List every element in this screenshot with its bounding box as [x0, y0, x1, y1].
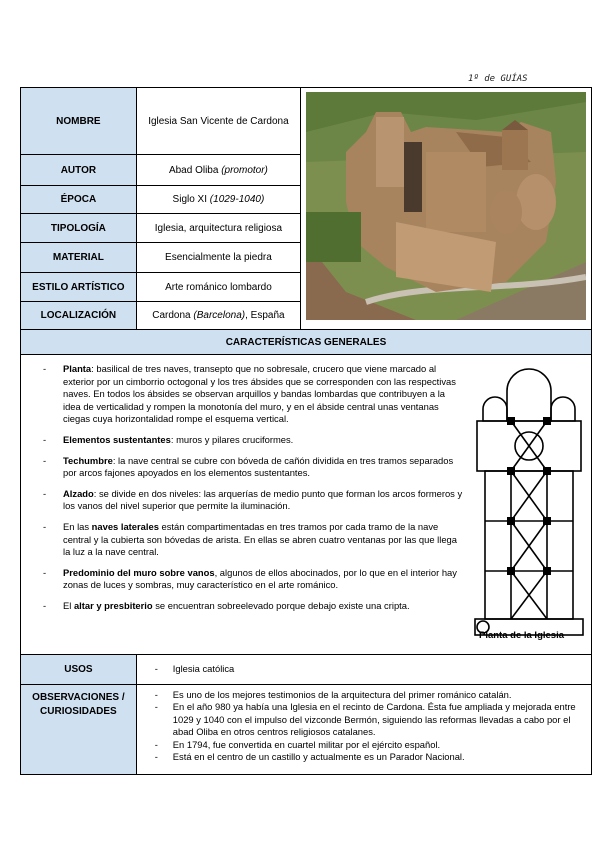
field-label: TIPOLOGÍA — [21, 214, 137, 243]
observaciones-cell — [136, 685, 591, 775]
list-item: - Iglesia católica — [155, 663, 573, 675]
fields-body — [21, 88, 592, 330]
list-item: - Está en el centro de un castillo y actualmente es un Parador Nacional. — [155, 751, 581, 763]
characteristic-item: - Predominio del muro sobre vanos, algunos de ellos abocinados, por lo que en el interior hay zonas de luces y sombras, muy característico en el arte románico. — [43, 567, 463, 592]
field-label: MATERIAL — [21, 243, 137, 273]
field-value: Siglo XI (1029-1040) — [136, 186, 300, 214]
usos-cell — [136, 655, 591, 685]
field-value: Abad Oliba (promotor) — [136, 155, 300, 186]
field-label: ÉPOCA — [21, 186, 137, 214]
characteristic-item: - El altar y presbiterio se encuentran sobreelevado porque debajo existe una cripta. — [43, 600, 463, 613]
field-value: Cardona (Barcelona), España — [136, 302, 300, 330]
observaciones-list — [155, 689, 581, 763]
observaciones-label: OBSERVACIONES / CURIOSIDADES — [21, 685, 137, 775]
characteristic-item: - Elementos sustentantes: muros y pilares cruciformes. — [43, 434, 463, 447]
field-label: ESTILO ARTÍSTICO — [21, 273, 137, 302]
church-photo — [301, 88, 592, 330]
field-value: Esencialmente la piedra — [136, 243, 300, 273]
field-label: LOCALIZACIÓN — [21, 302, 137, 330]
usos-label: USOS — [21, 655, 137, 685]
field-value: Arte románico lombardo — [136, 273, 300, 302]
characteristic-item: - Alzado: se divide en dos niveles: las arquerías de medio punto que forman los arcos formeros y los vanos del nivel superior que permite la iluminación. — [43, 488, 463, 513]
characteristic-item: - Planta: basilical de tres naves, transepto que no sobresale, crucero que viene marcado al exterior por un cimborrio octogonal y los tres ábsides que se corresponden con las respectivas naves. En todos los ábsides se observan arquillos y bandas lombardas que contribuyen a la idea de verticalidad y rompen la monotonía del muro, y en el ábside central unas ventanas ciegas cuya horizontalidad rompe el esquema vertical. — [43, 363, 463, 426]
characteristics-cell — [21, 355, 592, 655]
characteristic-item: - En las naves laterales están compartimentadas en tres tramos por cada tramo de la nave central y la cubierta son bóvedas de arista. En ellas se abren cuatro ventanas por las que llega la luz a la nave central. — [43, 521, 463, 559]
field-value: Iglesia San Vicente de Cardona — [136, 88, 300, 155]
list-item: - En el año 980 ya había una Iglesia en el recinto de Cardona. Ésta fue ampliada y mejorada entre 1029 y 1040 con el impulso del vizconde Bermón, siguiendo las reformas llevadas a cabo por el abad Oliba en otros centros religiosos catalanes. — [155, 701, 581, 738]
characteristics-list — [43, 363, 463, 621]
list-item: - Es uno de los mejores testimonios de la arquitectura del primer románico catalán. — [155, 689, 581, 701]
field-row — [21, 88, 592, 155]
field-label: AUTOR — [21, 155, 137, 186]
info-sheet — [20, 87, 592, 775]
section-title: CARACTERÍSTICAS GENERALES — [21, 330, 592, 355]
field-value: Iglesia, arquitectura religiosa — [136, 214, 300, 243]
church-floor-plan — [467, 361, 591, 641]
characteristic-item: - Techumbre: la nave central se cubre con bóveda de cañón dividida en tres tramos separados por arcos fajones apoyados en los elementos sustentantes. — [43, 455, 463, 480]
plan-caption: Planta de la Iglesia — [479, 630, 565, 641]
field-label: NOMBRE — [21, 88, 137, 155]
list-item: - En 1794, fue convertida en cuartel militar por el ejército español. — [155, 739, 581, 751]
church-photo-image — [306, 92, 586, 320]
course-tag: 1º de GUÍAS — [468, 74, 528, 84]
usos-list — [155, 663, 573, 675]
